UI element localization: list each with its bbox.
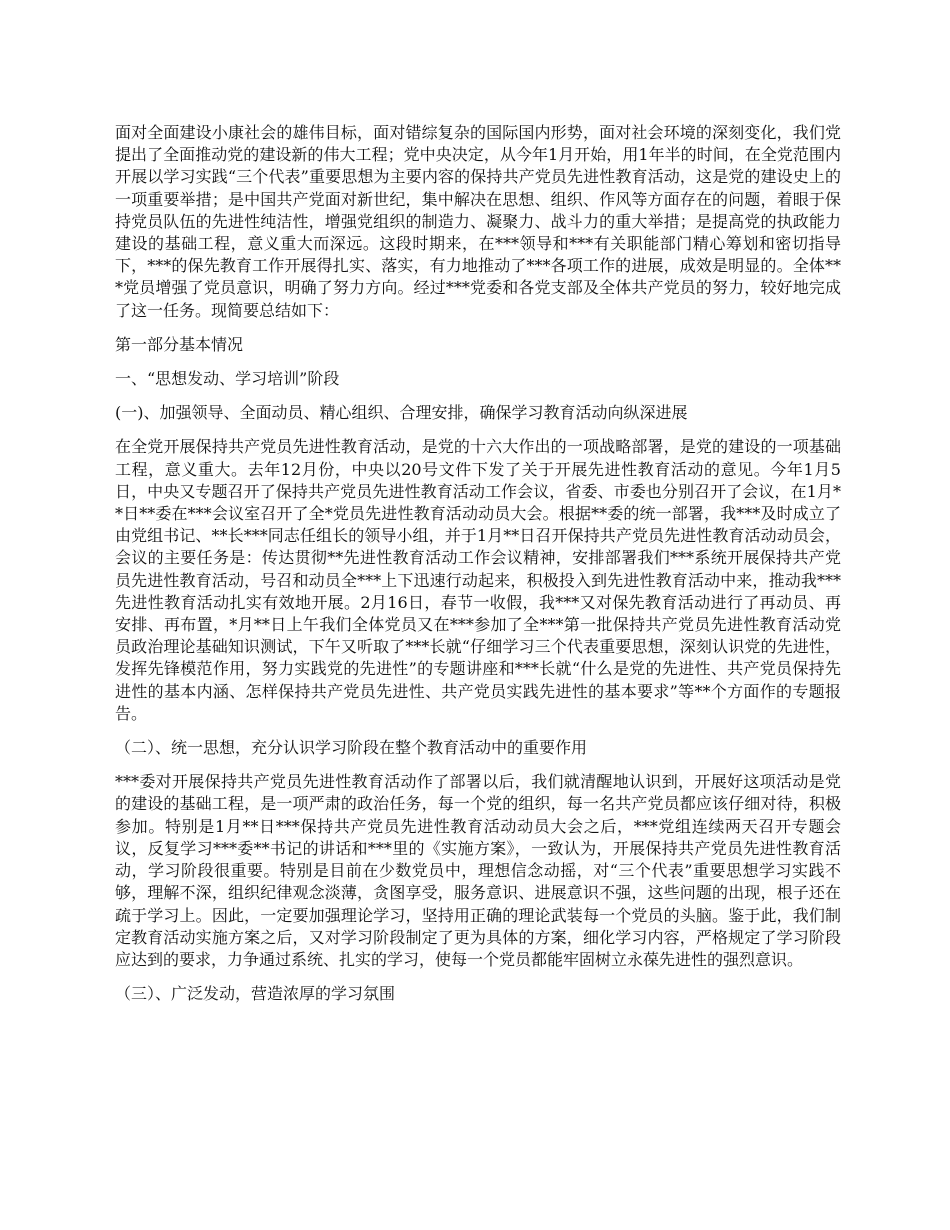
subsection-1-title: (一)、加强领导、全面动员、精心组织、合理安排，确保学习教育活动向纵深进展 bbox=[115, 403, 688, 423]
intro-paragraph: 面对全面建设小康社会的雄伟目标，面对错综复杂的国际国内形势，面对社会环境的深刻变化，我们党提出了全面推动党的建设新的伟大工程；党中央决定，从今年1月开始，用1年半的时间，在全党范围内开展以学习实践“三个代表”重要思想为主要内容的保持共产党员先进性教育活动，这是党的建设史上的一项重要举措；是中国共产党面对新世纪，集中解决在思想、组织、作风等方面存在的问题，着眼于保持党员队伍的先进性纯洁性，增强党组织的制造力、凝聚力、战斗力的重大举措；是提高党的执政能力建设的基础工程，意义重大而深远。这段时期来，在***领导和***有关职能部门精心筹划和密切指导下，***的保先教育工作开展得扎实、落实，有力地推动了***各项工作的进展，成效是明显的。全体***党员增强了党员意识，明确了努力方向。经过***党委和各党支部及全体共产党员的努力，较好地完成了这一任务。现简要总结如下： bbox=[115, 123, 841, 320]
section-1-title: 一、“思想发动、学习培训”阶段 bbox=[115, 369, 340, 389]
part-title: 第一部分基本情况 bbox=[115, 334, 244, 354]
document-page bbox=[115, 122, 841, 1017]
subsection-2-body: ***委对开展保持共产党员先进性教育活动作了部署以后，我们就清醒地认识到，开展好这项活动是党的建设的基础工程，是一项严肃的政治任务，每一个党的组织，每一名共产党员都应该仔细对待，积极参加。特别是1月**日***保持共产党员先进性教育活动动员大会之后，***党组连续两天召开专题会议，反复学习***委**书记的讲话和***里的《实施方案》，一致认为，开展保持共产党员先进性教育活动，学习阶段很重要。特别是目前在少数党员中，理想信念动摇，对“三个代表”重要思想学习实践不够，理解不深，组织纪律观念淡薄，贪图享受，服务意识、进展意识不强，这些问题的出现，根子还在疏于学习上。因此，一定要加强理论学习，坚持用正确的理论武装每一个党员的头脑。鉴于此，我们制定教育活动实施方案之后，又对学习阶段制定了更为具体的方案，细化学习内容，严格规定了学习阶段应达到的要求，力争通过系统、扎实的学习，使每一个党员都能牢固树立永葆先进性的强烈意识。 bbox=[115, 772, 841, 969]
subsection-3-title: （三）、广泛发动，营造浓厚的学习氛围 bbox=[115, 984, 396, 1004]
subsection-1-body: 在全党开展保持共产党员先进性教育活动，是党的十六大作出的一项战略部署，是党的建设的一项基础工程，意义重大。去年12月份，中央以20号文件下发了关于开展先进性教育活动的意见。今年1月5日，中央又专题召开了保持共产党员先进性教育活动工作会议，省委、市委也分别召开了会议，在1月**日**委在***会议室召开了全*党员先进性教育活动动员大会。根据**委的统一部署，我***及时成立了由党组书记、**长***同志任组长的领导小组，并于1月**日召开保持共产党员先进性教育活动动员会，会议的主要任务是：传达贯彻**先进性教育活动工作会议精神，安排部署我们***系统开展保持共产党员先进性教育活动，号召和动员全***上下迅速行动起来，积极投入到先进性教育活动中来，推动我***先进性教育活动扎实有效地开展。2月16日，春节一收假，我***又对保先教育活动进行了再动员、再安排、再布置，*月**日上午我们全体党员又在***参加了全***第一批保持共产党员先进性教育活动党员政治理论基础知识测试，下午又听取了***长就“仔细学习三个代表重要思想，深刻认识党的先进性，发挥先锋模范作用，努力实践党的先进性”的专题讲座和***长就“什么是党的先进性、共产党员保持先进性的基本内涵、怎样保持共产党员先进性、共产党员实践先进性的基本要求”等**个方面作的专题报告。 bbox=[115, 437, 841, 723]
subsection-2-title: （二）、统一思想，充分认识学习阶段在整个教育活动中的重要作用 bbox=[115, 738, 588, 758]
